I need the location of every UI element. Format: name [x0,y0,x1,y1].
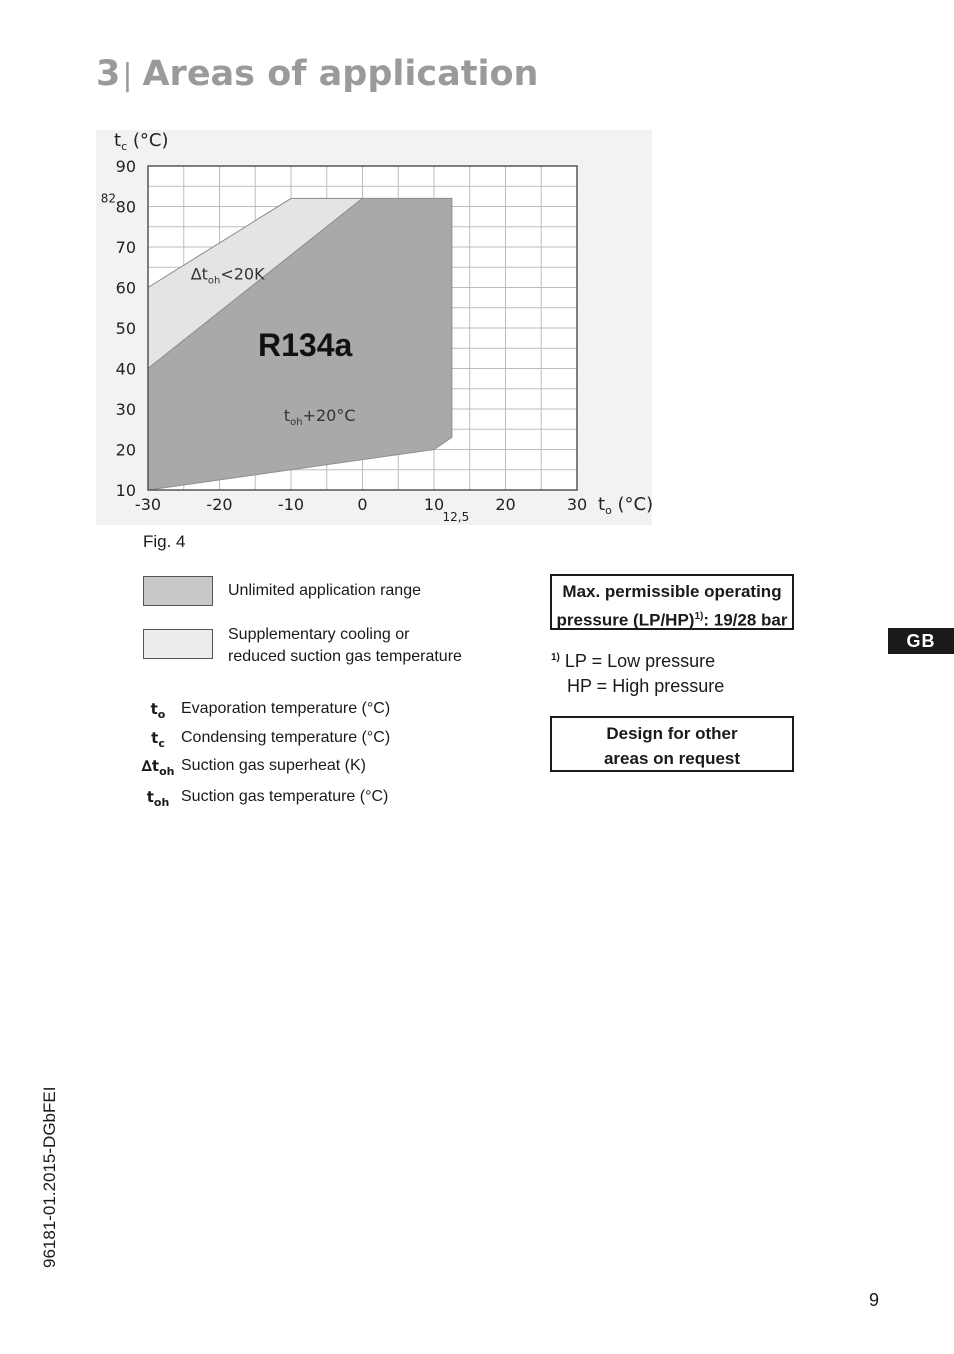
document-code: 96181-01.2015-DGbFEI [40,1086,59,1268]
symbol-dtoh: $\Delta t_{oh}$ [141,757,175,778]
y-tick-label: 10 [115,481,136,500]
symbol-dtoh-description: Suction gas superheat (K) [181,757,366,774]
x-tick-label: 20 [495,495,516,514]
x-tick-label: 10 [423,495,445,514]
figure-caption: Fig. 4 [143,532,186,551]
symbol-to: $t_o$ [150,700,166,721]
section-title: Areas of application [142,54,539,94]
legend-swatch-supplementary [143,629,213,659]
refrigerant-label: R134a [258,327,353,363]
y-axis-label: $t_c$ (°C) [114,130,169,153]
design-line1: Design for other [606,724,738,743]
legend-label-supplementary-line1: Supplementary cooling or [228,626,410,643]
y-tick-label: 40 [115,359,136,379]
legend-label-unlimited: Unlimited application range [228,582,421,599]
y-tick-label: 60 [115,278,136,298]
symbol-tc: $t_c$ [151,729,165,750]
chart-svg [96,130,656,525]
section-separator: | [122,58,133,93]
symbol-toh-description: Suction gas temperature (°C) [181,788,389,805]
pressure-line2: pressure $(LP/HP)^{1)}$: 19/28 bar [556,610,788,630]
x-extra-tick-label: 12,5 [442,510,470,524]
footnote-line1: $^{1)}$ LP = Low pressure [551,651,716,671]
x-tick-label: 0 [357,495,368,514]
legend-swatch-unlimited [143,576,213,606]
x-tick-label: -30 [134,495,162,514]
legend-label-supplementary [228,624,462,668]
x-axis-label: $t_o$ (°C) [598,494,654,517]
application-range-chart [96,130,656,525]
language-tab: GB [888,628,954,654]
pressure-info-box [550,574,794,630]
symbol-to-description: Evaporation temperature (°C) [181,700,391,717]
y-tick-label: 50 [115,319,136,338]
annotation-suction-temp: $t_{oh}+20^\circ C$ [283,406,356,429]
annotation-superheat: $\Delta t_{oh}<20K$ [190,264,265,287]
footnote-mark: 1) [551,652,560,663]
section-number: 3 [96,54,121,94]
y-tick-label: 70 [115,238,136,257]
page-title [96,54,538,94]
pressure-line1: Max. permissible operating [562,582,782,601]
page-number: 9 [869,1290,880,1310]
y-extra-tick-label: 82 [100,191,116,206]
x-tick-label: -10 [277,495,305,514]
y-tick-label: 30 [115,400,136,419]
y-tick-label: 80 [115,197,136,217]
footnote-line2: HP = High pressure [567,676,725,696]
design-line2: areas on request [603,749,741,768]
design-note-box [550,716,794,772]
x-tick-label: -20 [206,495,233,514]
y-tick-label: 20 [115,440,136,460]
y-tick-label: 90 [115,157,136,176]
symbol-toh: $t_{oh}$ [146,788,170,809]
legend-label-supplementary-line2: reduced suction gas temperature [228,648,462,665]
x-tick-label: 30 [566,495,588,514]
symbol-tc-description: Condensing temperature (°C) [181,729,391,746]
pressure-footnote [551,645,724,699]
